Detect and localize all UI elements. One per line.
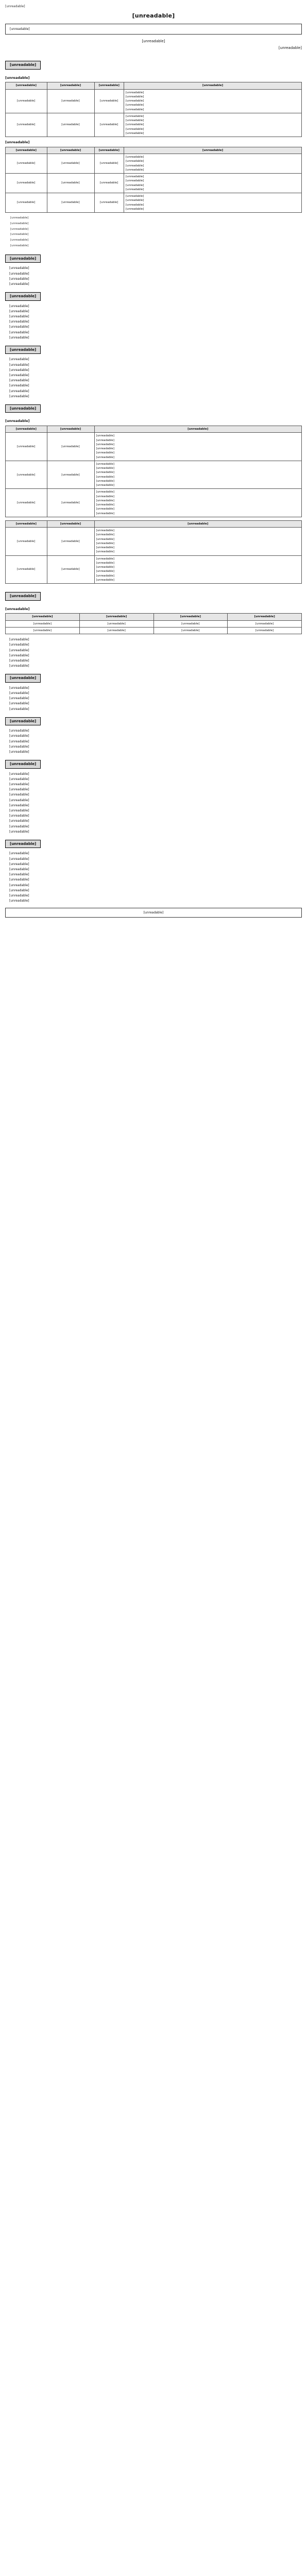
duty-line: [unreadable] <box>96 447 114 451</box>
duty-line: [unreadable] <box>126 183 144 187</box>
table-cell: [unreadable] <box>79 627 154 634</box>
table-cell: [unreadable] <box>228 620 302 627</box>
col-header: [unreadable] <box>124 147 302 154</box>
duty-line: [unreadable] <box>96 495 114 498</box>
duty-line: [unreadable] <box>126 160 144 163</box>
section-3-list <box>9 304 302 341</box>
duty-line: [unreadable] <box>96 471 114 474</box>
list-item: [unreadable] <box>9 803 29 807</box>
duty-line: [unreadable] <box>126 175 144 179</box>
cell-field: [unreadable] <box>47 174 94 193</box>
duty-line: [unreadable] <box>96 561 114 565</box>
duty-line: [unreadable] <box>96 570 114 573</box>
duty-line: [unreadable] <box>96 507 114 511</box>
table-header-row <box>6 614 302 620</box>
cell-group: [unreadable] <box>6 154 47 174</box>
duty-line: [unreadable] <box>96 443 114 446</box>
table-header-row <box>6 426 302 433</box>
list-item: [unreadable] <box>9 783 29 787</box>
duty-line: [unreadable] <box>126 108 144 111</box>
cell-count: [unreadable] <box>94 89 124 113</box>
note-line: [unreadable] <box>10 239 29 242</box>
duty-line: [unreadable] <box>96 475 114 479</box>
col-header: [unreadable] <box>47 520 94 527</box>
table-header-row <box>6 147 302 154</box>
col-header: [unreadable] <box>94 426 302 433</box>
list-item: [unreadable] <box>9 772 29 776</box>
table-cell: [unreadable] <box>6 620 80 627</box>
table-row <box>6 89 302 113</box>
notice-number-line: [unreadable] <box>5 5 25 8</box>
list-item: [unreadable] <box>9 819 29 823</box>
section-8-title: [unreadable] <box>5 717 41 726</box>
list-item: [unreadable] <box>9 643 29 647</box>
list-item: [unreadable] <box>9 697 29 701</box>
list-item: [unreadable] <box>9 862 29 866</box>
section-10-list <box>9 851 302 904</box>
duty-line: [unreadable] <box>126 127 144 131</box>
section-9-list <box>9 772 302 835</box>
duty-line: [unreadable] <box>96 578 114 582</box>
cell-duties <box>124 89 302 113</box>
section-7-title: [unreadable] <box>5 674 41 683</box>
cell-group: [unreadable] <box>6 193 47 213</box>
col-header: [unreadable] <box>6 614 80 620</box>
duty-line: [unreadable] <box>96 557 114 561</box>
list-item: [unreadable] <box>9 707 29 711</box>
list-item: [unreadable] <box>9 389 29 393</box>
list-item: [unreadable] <box>9 304 29 308</box>
duty-line: [unreadable] <box>96 512 114 515</box>
duty-line: [unreadable] <box>96 434 114 438</box>
duty-line: [unreadable] <box>96 574 114 578</box>
duty-line: [unreadable] <box>96 546 114 550</box>
section-2-title: [unreadable] <box>5 255 41 263</box>
list-item: [unreadable] <box>9 744 29 749</box>
col-header: [unreadable] <box>6 426 47 433</box>
cell-count: [unreadable] <box>94 193 124 213</box>
table-cell: [unreadable] <box>79 620 154 627</box>
duty-line: [unreadable] <box>96 550 114 554</box>
duty-line: [unreadable] <box>126 114 144 118</box>
cell-duties <box>124 154 302 174</box>
cell-duties <box>94 555 302 584</box>
col-header: [unreadable] <box>94 82 124 89</box>
duty-line: [unreadable] <box>96 499 114 502</box>
duty-line: [unreadable] <box>126 123 144 127</box>
cell-group: [unreadable] <box>6 461 47 489</box>
table-row <box>6 154 302 174</box>
section-9-title: [unreadable] <box>5 760 41 769</box>
table-row <box>6 627 302 634</box>
duty-line: [unreadable] <box>126 207 144 211</box>
note-line: [unreadable] <box>10 244 29 248</box>
table-row <box>6 489 302 517</box>
list-item: [unreadable] <box>9 394 29 398</box>
cell-duties <box>94 528 302 556</box>
col-header: [unreadable] <box>6 520 47 527</box>
table-cell: [unreadable] <box>228 627 302 634</box>
duty-line: [unreadable] <box>96 537 114 541</box>
cell-group: [unreadable] <box>6 528 47 556</box>
col-header: [unreadable] <box>94 147 124 154</box>
col-header: [unreadable] <box>124 82 302 89</box>
duty-line: [unreadable] <box>96 462 114 466</box>
recruitment-table-1 <box>5 82 302 137</box>
document-title: [unreadable] <box>132 12 175 19</box>
contact-footer: [unreadable] <box>5 908 302 918</box>
list-item: [unreadable] <box>9 729 29 733</box>
duty-line: [unreadable] <box>96 479 114 483</box>
duty-line: [unreadable] <box>96 503 114 507</box>
recruitment-table-2 <box>5 147 302 213</box>
list-item: [unreadable] <box>9 686 29 690</box>
section-1-sub-2: [unreadable] <box>5 140 30 145</box>
cell-group: [unreadable] <box>6 433 47 461</box>
cell-group: [unreadable] <box>6 489 47 517</box>
duty-line: [unreadable] <box>126 164 144 167</box>
cell-field: [unreadable] <box>47 193 94 213</box>
duty-line: [unreadable] <box>126 188 144 191</box>
table-cell: [unreadable] <box>6 627 80 634</box>
list-item: [unreadable] <box>9 368 29 372</box>
list-item: [unreadable] <box>9 272 29 276</box>
list-item: [unreadable] <box>9 282 29 286</box>
list-item: [unreadable] <box>9 638 29 642</box>
cell-field: [unreadable] <box>47 528 94 556</box>
section-1-sub-1: [unreadable] <box>5 75 30 80</box>
list-item: [unreadable] <box>9 315 29 318</box>
table-cell: [unreadable] <box>154 627 228 634</box>
list-item: [unreadable] <box>9 374 29 377</box>
list-item: [unreadable] <box>9 325 29 329</box>
list-item: [unreadable] <box>9 734 29 738</box>
intro-box: [unreadable] <box>5 24 302 35</box>
duty-line: [unreadable] <box>96 529 114 533</box>
table-row <box>6 113 302 137</box>
list-item: [unreadable] <box>9 814 29 818</box>
duty-line: [unreadable] <box>126 119 144 123</box>
table-header-row <box>6 82 302 89</box>
list-item: [unreadable] <box>9 384 29 388</box>
section-3-title: [unreadable] <box>5 292 41 301</box>
duty-line: [unreadable] <box>126 91 144 94</box>
list-item: [unreadable] <box>9 363 29 367</box>
list-item: [unreadable] <box>9 664 29 668</box>
duty-line: [unreadable] <box>96 541 114 545</box>
table-row <box>6 461 302 489</box>
section-5-title: [unreadable] <box>5 404 41 413</box>
cell-duties <box>94 433 302 461</box>
section-1-title: [unreadable] <box>5 61 41 70</box>
list-item: [unreadable] <box>9 793 29 797</box>
section-2-list <box>9 266 302 287</box>
cell-field: [unreadable] <box>47 555 94 584</box>
duty-line: [unreadable] <box>126 195 144 198</box>
cell-field: [unreadable] <box>47 89 94 113</box>
cell-duties <box>124 193 302 213</box>
cell-duties <box>124 174 302 193</box>
duty-line: [unreadable] <box>126 199 144 202</box>
note-line: [unreadable] <box>10 222 29 225</box>
duty-line: [unreadable] <box>96 533 114 537</box>
col-header: [unreadable] <box>154 614 228 620</box>
list-item: [unreadable] <box>9 702 29 706</box>
table-row <box>6 620 302 627</box>
col-header: [unreadable] <box>94 520 302 527</box>
list-item: [unreadable] <box>9 868 29 871</box>
list-item: [unreadable] <box>9 878 29 882</box>
note-line: [unreadable] <box>10 227 29 231</box>
list-item: [unreadable] <box>9 852 29 856</box>
table-row <box>6 193 302 213</box>
table-header-row <box>6 520 302 527</box>
col-header: [unreadable] <box>228 614 302 620</box>
table-row <box>6 174 302 193</box>
list-item: [unreadable] <box>9 266 29 270</box>
list-item: [unreadable] <box>9 857 29 861</box>
list-item: [unreadable] <box>9 739 29 743</box>
duty-line: [unreadable] <box>126 203 144 207</box>
duty-line: [unreadable] <box>126 179 144 183</box>
duty-line: [unreadable] <box>96 438 114 442</box>
duty-line: [unreadable] <box>96 455 114 459</box>
cell-count: [unreadable] <box>94 113 124 137</box>
cell-field: [unreadable] <box>47 113 94 137</box>
table-row <box>6 528 302 556</box>
section-1-notes <box>5 216 302 248</box>
list-item: [unreadable] <box>9 309 29 313</box>
list-item: [unreadable] <box>9 277 29 281</box>
list-item: [unreadable] <box>9 824 29 828</box>
section-5-sub-1: [unreadable] <box>5 419 30 423</box>
cell-group: [unreadable] <box>6 89 47 113</box>
duty-line: [unreadable] <box>126 168 144 172</box>
list-item: [unreadable] <box>9 873 29 877</box>
list-item: [unreadable] <box>9 691 29 695</box>
duty-line: [unreadable] <box>96 484 114 487</box>
duty-line: [unreadable] <box>126 131 144 135</box>
cell-duties <box>94 489 302 517</box>
col-header: [unreadable] <box>47 82 94 89</box>
duty-line: [unreadable] <box>96 467 114 470</box>
duty-line: [unreadable] <box>96 490 114 494</box>
notice-document <box>0 0 307 928</box>
list-item: [unreadable] <box>9 777 29 781</box>
cell-group: [unreadable] <box>6 555 47 584</box>
table-row <box>6 433 302 461</box>
section-7-list <box>9 686 302 712</box>
note-line: [unreadable] <box>10 216 29 220</box>
section-8-list <box>9 728 302 755</box>
section-6-list <box>9 637 302 669</box>
section-6-sub-1: [unreadable] <box>5 606 30 611</box>
list-item: [unreadable] <box>9 320 29 324</box>
col-header: [unreadable] <box>47 426 94 433</box>
section-6-title: [unreadable] <box>5 592 41 601</box>
list-item: [unreadable] <box>9 798 29 802</box>
list-item: [unreadable] <box>9 888 29 892</box>
duty-line: [unreadable] <box>96 451 114 455</box>
list-item: [unreadable] <box>9 750 29 754</box>
col-header: [unreadable] <box>47 147 94 154</box>
table-row <box>6 555 302 584</box>
list-item: [unreadable] <box>9 829 29 834</box>
list-item: [unreadable] <box>9 379 29 383</box>
col-header: [unreadable] <box>6 82 47 89</box>
section-4-list <box>9 357 302 399</box>
cell-group: [unreadable] <box>6 174 47 193</box>
duty-line: [unreadable] <box>126 99 144 103</box>
duties-table-b <box>5 520 302 584</box>
table-cell: [unreadable] <box>154 620 228 627</box>
section-10-title: [unreadable] <box>5 840 41 849</box>
col-header: [unreadable] <box>6 147 47 154</box>
duty-line: [unreadable] <box>126 104 144 107</box>
list-item: [unreadable] <box>9 358 29 362</box>
duty-line: [unreadable] <box>126 95 144 98</box>
list-item: [unreadable] <box>9 788 29 792</box>
section-4-title: [unreadable] <box>5 346 41 354</box>
list-item: [unreadable] <box>9 335 29 340</box>
scoring-table <box>5 613 302 634</box>
list-item: [unreadable] <box>9 809 29 812</box>
cell-field: [unreadable] <box>47 154 94 174</box>
cell-duties <box>94 461 302 489</box>
cell-field: [unreadable] <box>47 461 94 489</box>
cell-group: [unreadable] <box>6 113 47 137</box>
list-item: [unreadable] <box>9 899 29 903</box>
list-item: [unreadable] <box>9 330 29 334</box>
duty-line: [unreadable] <box>126 156 144 159</box>
cell-count: [unreadable] <box>94 154 124 174</box>
list-item: [unreadable] <box>9 648 29 652</box>
col-header: [unreadable] <box>79 614 154 620</box>
cell-count: [unreadable] <box>94 174 124 193</box>
note-line: [unreadable] <box>10 233 29 236</box>
cell-field: [unreadable] <box>47 433 94 461</box>
list-item: [unreadable] <box>9 653 29 657</box>
list-item: [unreadable] <box>9 658 29 663</box>
cell-field: [unreadable] <box>47 489 94 517</box>
list-item: [unreadable] <box>9 883 29 887</box>
duty-line: [unreadable] <box>96 566 114 569</box>
duties-table <box>5 426 302 517</box>
issuing-org: [unreadable] <box>278 45 302 50</box>
notice-date: [unreadable] <box>142 39 165 44</box>
cell-duties <box>124 113 302 137</box>
list-item: [unreadable] <box>9 893 29 897</box>
